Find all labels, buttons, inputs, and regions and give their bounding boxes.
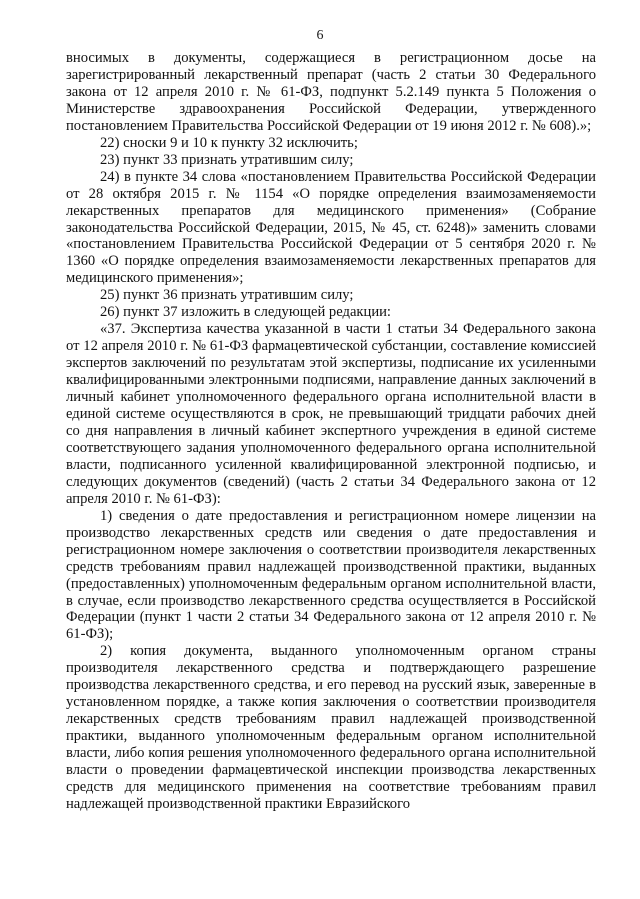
document-body	[66, 50, 596, 813]
page-number: 6	[316, 28, 324, 43]
paragraph-item-22: 22) сноски 9 и 10 к пункту 32 исключить;	[100, 134, 358, 151]
paragraph-clause-37: «37. Экспертиза качества указанной в части 1 статьи 34 Федерального закона от 12 апреля 2010 г. № 61-ФЗ фармацевтической субстанции, составление комиссией экспертов заключений по результатам этой экспертизы, подписание их усиленными квалифицированными электронными подписями, направление данных заключений в личный кабинет уполномоченного федерального органа исполнительной власти в единой системе осуществляются в срок, не превышающий тридцати рабочих дней со дня направления в личный кабинет экспертного учреждения в единой системе соответствующего задания уполномоченного федерального органа исполнительной власти, подписанного усиленной квалифицированной электронной подписью, и следующих документов (сведений) (часть 2 статьи 34 Федерального закона от 12 апреля 2010 г. № 61-ФЗ):	[66, 321, 596, 507]
paragraph-item-25: 25) пункт 36 признать утратившим силу;	[100, 287, 354, 304]
paragraph-item-24: 24) в пункте 34 слова «постановлением Правительства Российской Федерации от 28 октября 2015 г. № 1154 «О порядке определения взаимозаменяемости лекарственных препаратов для медицинского применения» (Собрание законодательства Российской Федерации, 2015, № 45, ст. 6248)» заменить словами «постановлением Правительства Российской Федерации от 5 сентября 2020 г. № 1360 «О порядке определения взаимозаменяемости лекарственных препаратов для медицинского применения»;	[66, 168, 596, 287]
paragraph-item-26: 26) пункт 37 изложить в следующей редакции:	[100, 304, 391, 321]
paragraph-subitem-1: 1) сведения о дате предоставления и регистрационном номере лицензии на производство лекарственных средств или сведения о дате предоставления и регистрационном номере заключения о соответствии производителя лекарственных средств требованиям правил надлежащей производственной практики, выданных (предоставленных) уполномоченным федеральным органом исполнительной власти, в случае, если производство лекарственного средства осуществляется в Российской Федерации (пункт 1 части 2 статьи 34 Федерального закона от 12 апреля 2010 г. № 61-ФЗ);	[66, 507, 596, 643]
paragraph-item-23: 23) пункт 33 признать утратившим силу;	[100, 151, 354, 168]
paragraph-continuation: вносимых в документы, содержащиеся в регистрационном досье на зарегистрированный лекарственный препарат (часть 2 статьи 30 Федерального закона от 12 апреля 2010 г. № 61-ФЗ, подпункт 5.2.149 пункта 5 Положения о Министерстве здравоохранения Российской Федерации, утвержденного постановлением Правительства Российской Федерации от 19 июня 2012 г. № 608).»;	[66, 50, 596, 134]
paragraph-subitem-2: 2) копия документа, выданного уполномоченным органом страны производителя лекарственного средства и подтверждающего разрешение производства лекарственного средства, и его перевод на русский язык, заверенные в установленном порядке, а также копия заключения о соответствии производителя лекарственных средств требованиям правил надлежащей производственной практики, выданного уполномоченным федеральным органом исполнительной власти, либо копия решения уполномоченного федерального органа исполнительной власти о проведении фармацевтической инспекции производства лекарственных средств для медицинского применения на соответствие требованиям правил надлежащей производственной практики Евразийского	[66, 643, 596, 812]
